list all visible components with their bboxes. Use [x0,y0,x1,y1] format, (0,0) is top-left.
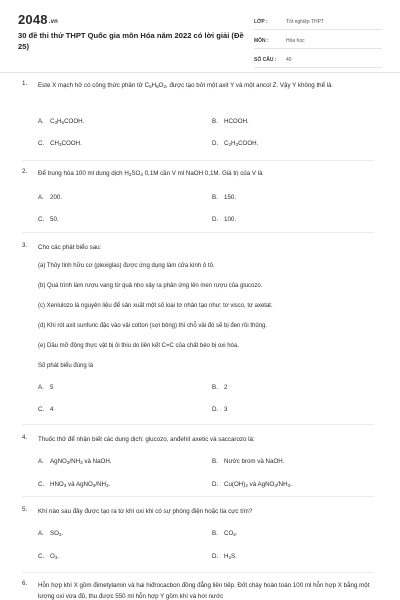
logo-main: 2048 [18,12,48,27]
option-text: $HNO_3$ và $AgNO_3/NH_3$. [50,481,111,488]
meta-table [254,15,382,72]
site-logo[interactable] [18,12,58,27]
option-letter: C. [38,406,45,413]
option-letter: C. [38,553,45,560]
question-number: 4. [22,434,28,441]
statement-c: (c) Xenlulozo là nguyên liệu để sản xuất một số loại tơ nhân tạo như: tơ visco, tơ axetat. [38,303,273,309]
option-a[interactable] [38,384,53,391]
statement-b: (b) Quá trình làm rượu vang từ quả nho xảy ra phản ứng lên men rượu của glucozo. [38,283,263,289]
question-divider [22,496,374,497]
question-number: 2. [22,168,28,175]
option-text: 50. [50,216,59,223]
question-number: 1. [22,80,28,87]
option-a[interactable] [38,530,63,537]
question-4 [22,434,374,492]
option-letter: D. [212,406,219,413]
question-number: 6. [22,580,28,587]
option-c[interactable] [38,553,59,560]
question-2 [22,168,374,226]
option-letter: C. [38,481,45,488]
option-d[interactable] [212,406,227,413]
option-text: 200. [50,194,63,201]
question-divider [22,572,374,573]
option-d[interactable] [212,553,237,560]
option-text: 100. [224,216,237,223]
option-text: $SO_2$. [50,530,64,537]
meta-value: Hóa học [286,38,305,44]
option-text: $C_2H_3COOH$. [224,140,259,147]
option-text: $CH_3COOH$. [50,140,82,147]
option-text: 5 [50,384,54,391]
question-text: Để trung hòa 100 ml dung dịch $H_2SO_4$ 0,1M cần V ml NaOH 0,1M. Giá trị của V là [38,170,263,177]
document-title: 30 đề thi thử THPT Quốc gia môn Hóa năm 2022 có lời giải (Đề 25) [18,31,244,51]
option-text: $H_2S$. [224,553,237,560]
option-text: $Cu(OH)_2$ và $AgNO_3/NH_3$. [224,481,292,488]
option-text: 150. [224,194,237,201]
option-text: 4 [50,406,54,413]
header-divider [0,72,400,73]
option-letter: C. [38,140,45,147]
question-text: Este X mạch hở có công thức phân tử $C_5H_8O_2$, được tạo bởi một axit Y và một ancol Z. Vậy Y không thể là [38,82,332,89]
option-a[interactable] [38,458,112,465]
option-text: $O_3$. [50,553,60,560]
option-letter: B. [212,194,218,201]
meta-label: LỚP : [254,19,268,25]
option-text: 3 [224,406,228,413]
option-d[interactable] [212,140,258,147]
logo-suffix: .vn [48,19,59,25]
question-1 [22,80,374,160]
meta-row-count [254,53,382,68]
option-letter: B. [212,384,218,391]
question-text: Hỗn hợp khí X gồm đimetylamin và hai hiđrocacbon đồng đẳng liên tiếp. Đốt cháy hoàn toàn 100 ml hỗn hợp X bằng một lượng oxi vừa đủ, thu được 550 ml hỗn hợp Y gồm khí và hơi nước [38,582,370,600]
meta-label: SỐ CÂU : [254,57,277,63]
meta-label: MÔN : [254,38,269,44]
option-letter: B. [212,118,218,125]
option-text: Nước brom và NaOH. [224,458,285,465]
document-header [18,12,390,62]
question-5 [22,506,374,564]
option-b[interactable] [212,530,238,537]
statement-d: (d) Khi rót axit sunfuric đặc vào vải cotton (sợi bông) thì chỗ vải đó sẽ bị đen rồi thủng. [38,323,268,329]
meta-row-subject [254,34,382,49]
option-b[interactable] [212,458,284,465]
option-letter: A. [38,458,44,465]
question-divider [22,160,374,161]
option-letter: B. [212,530,218,537]
statement-a: (a) Thủy tinh hữu cơ (plexiglas) được ứng dụng làm cửa kính ô tô. [38,263,215,269]
option-c[interactable] [38,216,59,223]
option-letter: A. [38,384,44,391]
question-divider [22,232,374,233]
option-d[interactable] [212,481,292,488]
question-6 [22,580,374,600]
question-3 [22,242,374,422]
question-number: 3. [22,242,28,249]
option-letter: B. [212,458,218,465]
option-b[interactable] [212,384,227,391]
option-letter: C. [38,216,45,223]
question-prompt: Số phát biểu đúng là [38,363,94,369]
option-c[interactable] [38,481,110,488]
option-c[interactable] [38,406,53,413]
option-letter: D. [212,216,219,223]
question-text: Cho các phát biểu sau: [38,244,102,251]
option-text: 2 [224,384,228,391]
question-text: Thuốc thử để nhận biết các dung dịch: glucozo, anđehit axetic và saccarozo là: [38,436,255,443]
option-text: HCOOH. [224,118,249,125]
question-number: 5. [22,506,28,513]
option-letter: D. [212,140,219,147]
question-text: Khí nào sau đây được tạo ra từ khí oxi khi có sự phóng điện hoặc tia cực tím? [38,508,253,515]
meta-value: Tốt nghiệp THPT [286,19,324,25]
option-a[interactable] [38,118,84,125]
question-divider [22,424,374,425]
option-letter: D. [212,481,219,488]
meta-value: 40 [286,57,292,63]
option-letter: A. [38,194,44,201]
option-letter: A. [38,530,44,537]
option-a[interactable] [38,194,62,201]
meta-row-class [254,15,382,30]
option-text: $C_3H_5COOH$. [50,118,85,125]
option-c[interactable] [38,140,82,147]
option-b[interactable] [212,118,249,125]
option-d[interactable] [212,216,236,223]
option-letter: D. [212,553,219,560]
option-b[interactable] [212,194,236,201]
option-text: $AgNO_3/NH_3$ và NaOH. [50,458,112,465]
option-letter: A. [38,118,44,125]
option-text: $CO_2$. [224,530,238,537]
statement-e: (e) Dầu mỡ động thực vật bị ôi thiu do liên kết C=C của chất béo bị oxi hóa. [38,343,239,349]
